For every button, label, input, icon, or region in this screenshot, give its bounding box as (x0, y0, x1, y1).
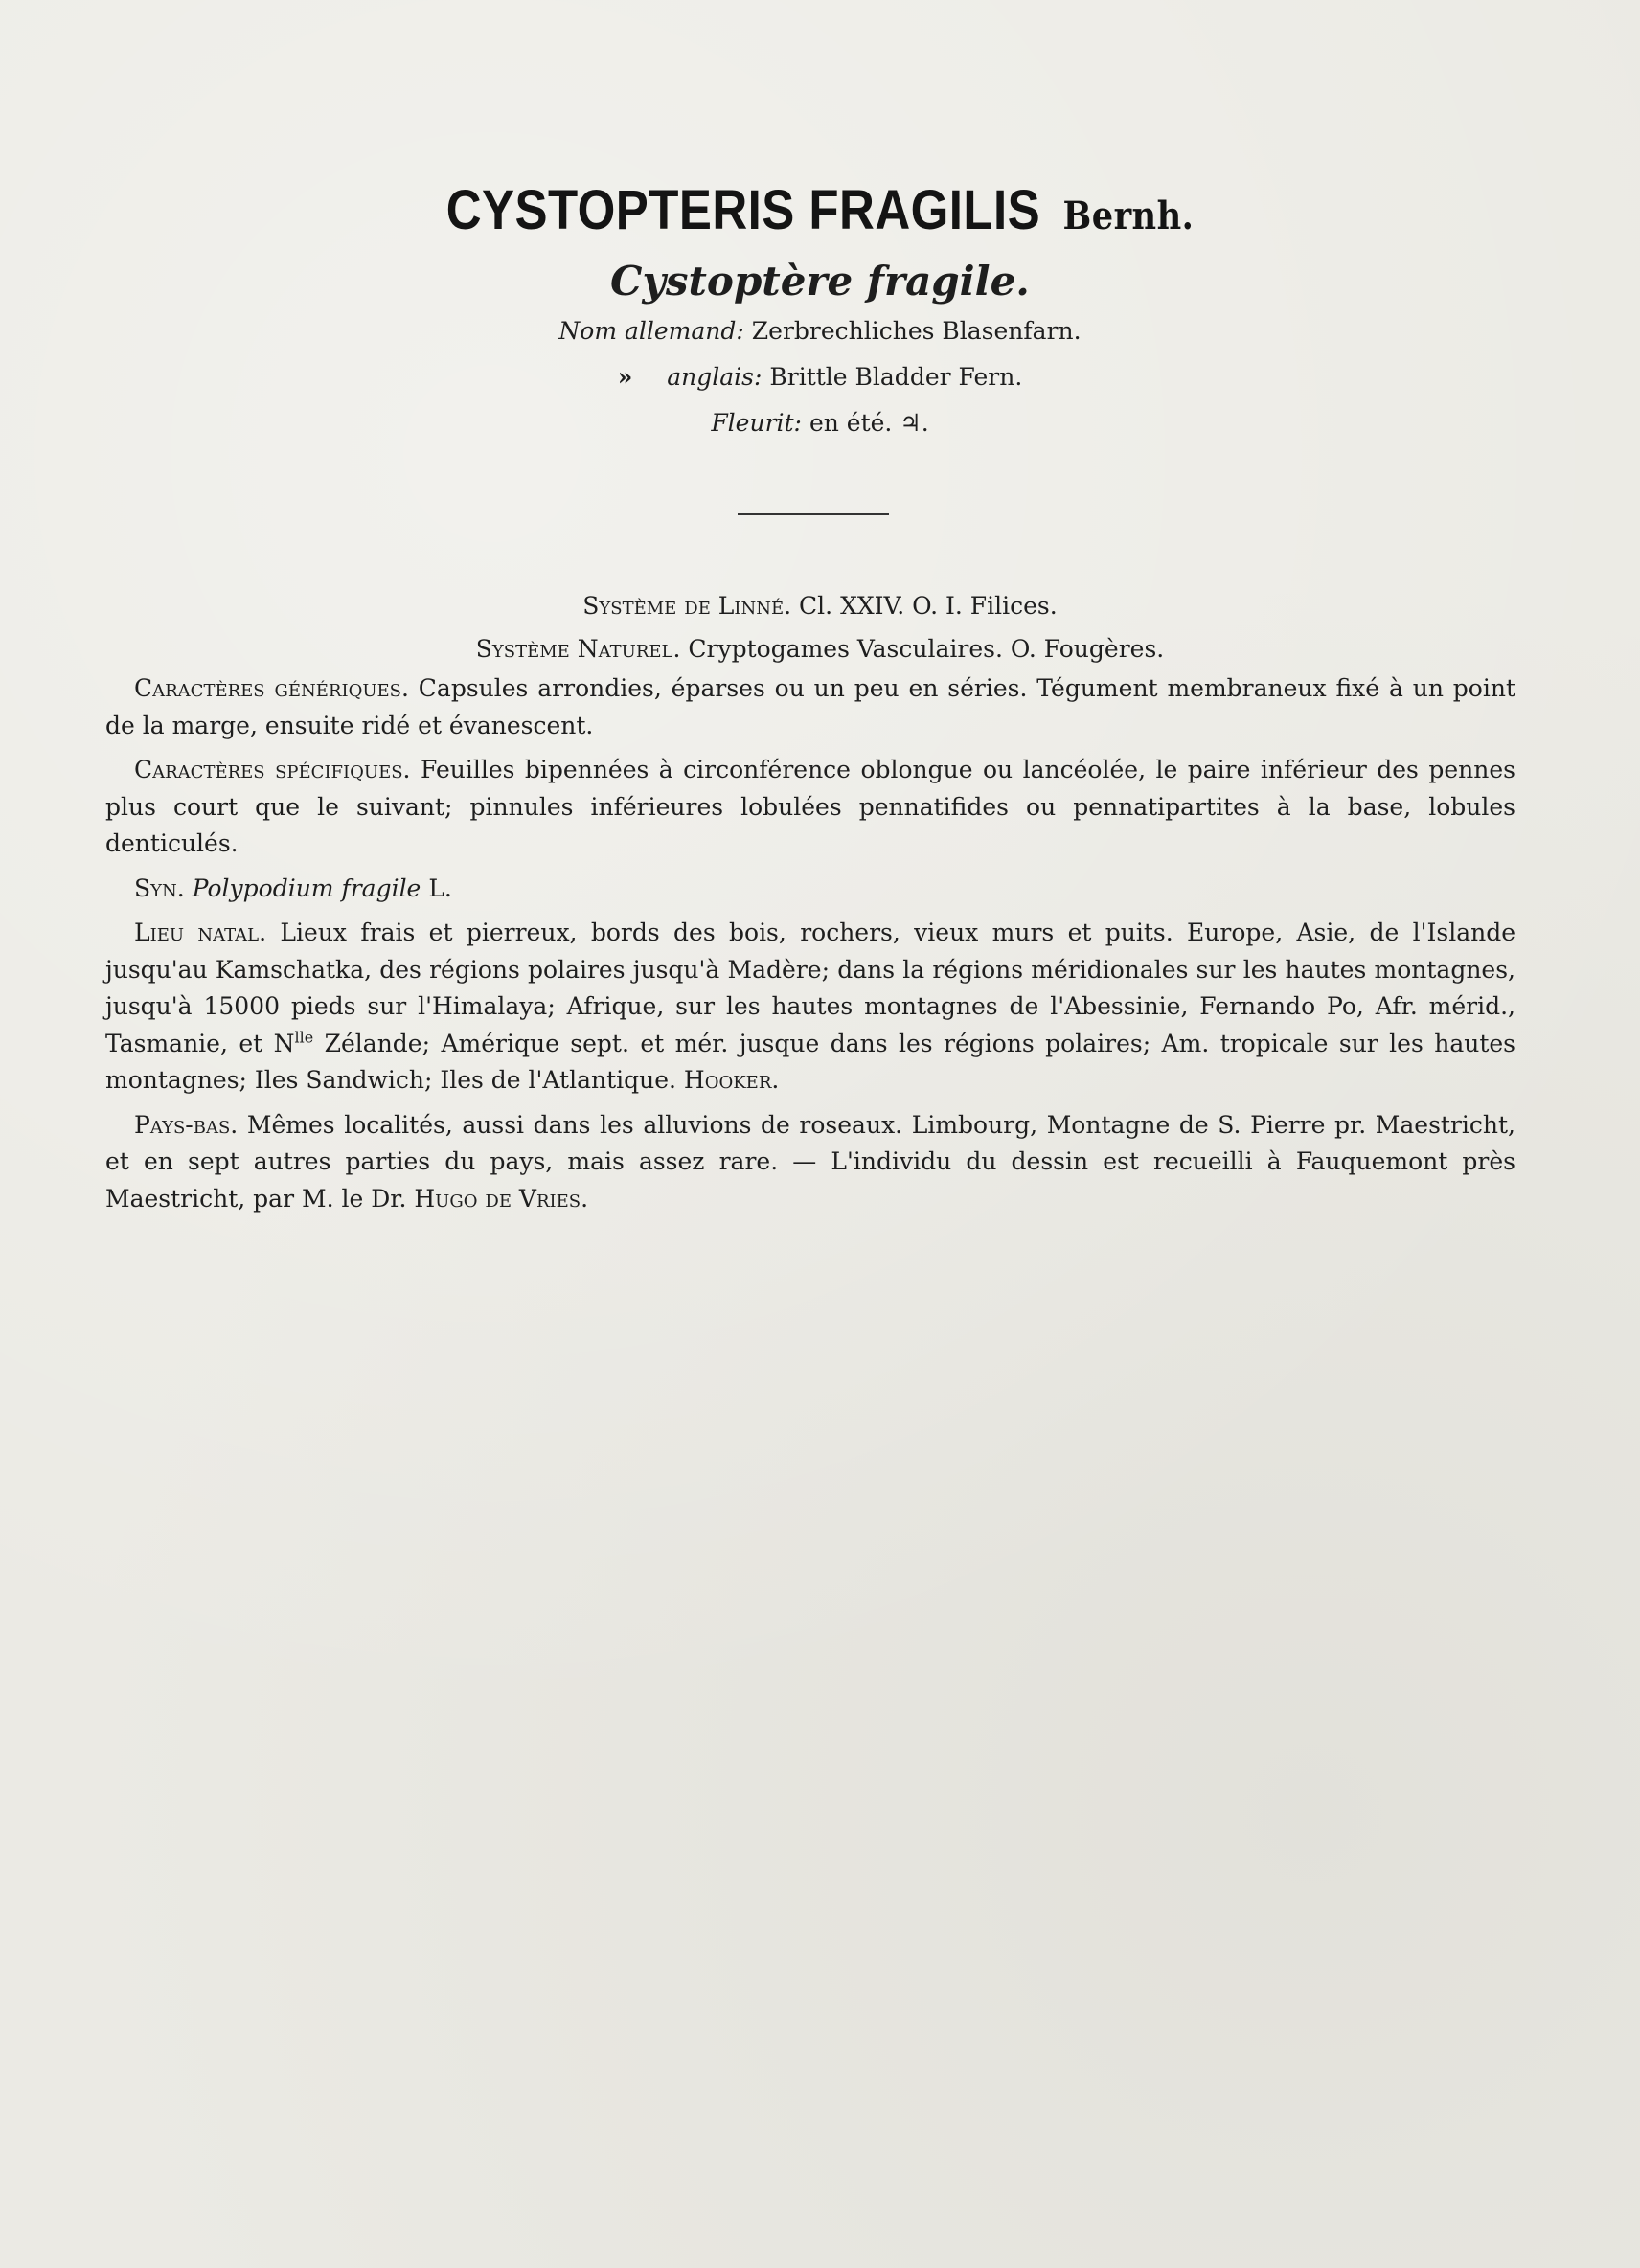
natural-label: Système Naturel. (475, 635, 681, 663)
synonym-species: Polypodium fragile (192, 873, 421, 902)
native-range-superscript: lle (294, 1028, 314, 1047)
netherlands-reference: Hugo de Vries. (414, 1184, 589, 1213)
synonym-author: L. (428, 873, 452, 902)
generic-characters-label: Caractères génériques. (134, 674, 409, 702)
french-name: Cystoptère fragile. (610, 258, 1030, 305)
native-range-text-2: Zélande; Amérique sept. et mér. jusque dans les régions polaires; Am. tropicale sur les hautes montagnes; Iles Sandwich; Iles de l'Atlantique. (105, 1029, 1516, 1094)
specific-characters-paragraph (105, 752, 1515, 863)
divider-rule (738, 513, 889, 515)
german-name-value: Zerbrechliches Blasenfarn. (751, 317, 1082, 345)
german-name-line (0, 308, 1640, 354)
generic-characters-paragraph (105, 670, 1515, 744)
species-author: Bernh. (1062, 193, 1195, 238)
generic-characters-text: Capsules arrondies, éparses ou un peu en séries. Tégument membraneux fixé à un point de la marge, ensuite ridé et évanescent. (105, 674, 1515, 739)
ditto-mark: » (617, 363, 633, 391)
specific-characters-label: Caractères spécifiques. (134, 756, 411, 783)
english-name-label: anglais: (667, 363, 763, 391)
header-block (0, 172, 1640, 446)
native-range-reference: Hooker. (683, 1066, 780, 1094)
linne-system-line (0, 588, 1640, 624)
english-name-value: Brittle Bladder Fern. (769, 363, 1023, 391)
german-name-label: Nom allemand: (558, 317, 744, 345)
linne-value: Cl. XXIV. O. I. Filices. (799, 592, 1058, 620)
flowering-line (0, 400, 1640, 446)
synonym-label: Syn. (134, 873, 185, 902)
flowering-value: en été. ♃. (809, 409, 929, 437)
specific-characters-text: Feuilles bipennées à circonférence oblongue ou lancéolée, le paire inférieur des pennes plus court que le suivant; pinnules inférieures lobulées pennatifides ou pennatipartites à la base, lobules denticulés. (105, 756, 1515, 857)
native-range-label: Lieu natal. (134, 919, 267, 946)
netherlands-label: Pays-bas. (134, 1110, 239, 1139)
flowering-label: Fleurit: (711, 409, 802, 437)
native-range-paragraph (105, 915, 1515, 1100)
english-name-line (0, 354, 1640, 400)
page-title (99, 172, 1542, 255)
natural-system-line (0, 631, 1640, 668)
synonym-paragraph (105, 871, 1515, 908)
species-name: CYSTOPTERIS FRAGILIS (445, 179, 1041, 241)
description-body (105, 670, 1515, 1225)
linne-label: Système de Linné. (582, 592, 792, 620)
netherlands-paragraph (105, 1107, 1515, 1218)
natural-value: Cryptogames Vasculaires. O. Fougères. (688, 635, 1165, 663)
netherlands-text: Mêmes localités, aussi dans les alluvions de roseaux. Limbourg, Montagne de S. Pierre pr. Maestricht, et en sept autres parties du pays, mais assez rare. — L'individu du dessin est recueilli à Fauquemont près Maestricht, par M. le Dr. (105, 1110, 1515, 1213)
native-range-text-1: Lieux frais et pierreux, bords des bois, rochers, vieux murs et puits. Europe, Asie, de l'Islande jusqu'au Kamschatka, des régions polaires jusqu'à Madère; dans la régions méridionales sur les hautes montagnes, jusqu'à 15000 pieds sur l'Himalaya; Afrique, sur les hautes montagnes de l'Abessinie, Fernando Po, Afr. mérid., Tasmanie, et N (105, 919, 1515, 1057)
